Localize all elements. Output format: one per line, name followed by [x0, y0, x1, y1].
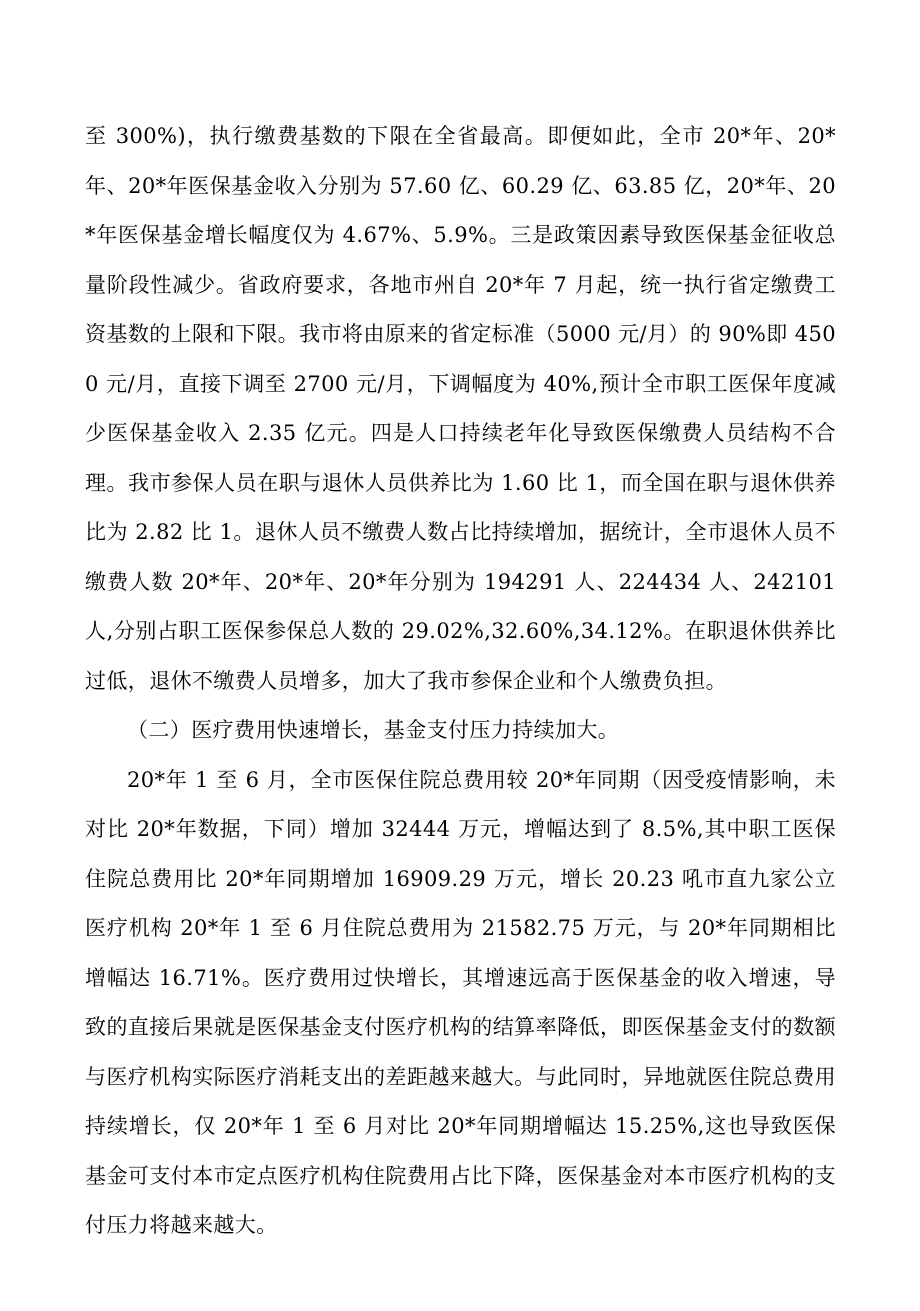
body-paragraph-continued: 至 300%)，执行缴费基数的下限在全省最高。即便如此，全市 20*年、20*年、20*年医保基金收入分别为 57.60 亿、60.29 亿、63.85 亿，20*年、20*年医保基金增长幅度仅为 4.67%、5.9%。三是政策因素导致医保基金征收总量阶段性减少。省政府要求，各地市州自 20*年 7 月起，统一执行省定缴费工资基数的上限和下限。我市将由原来的省定标准（5000 元/月）的 90%即 4500 元/月，直接下调至 2700 元/月，下调幅度为 40%,预计全市职工医保年度减少医保基金收入 2.35 亿元。四是人口持续老年化导致医保缴费人员结构不合理。我市参保人员在职与退休人员供养比为 1.60 比 1，而全国在职与退休供养比为 2.82 比 1。退休人员不缴费人数占比持续增加，据统计，全市退休人员不缴费人数 20*年、20*年、20*年分别为 194291 人、224434 人、242101 人,分别占职工医保参保总人数的 29.02%,32.60%,34.12%。在职退休供养比过低，退休不缴费人员增多，加大了我市参保企业和个人缴费负担。 — [85, 124, 836, 693]
body-paragraph: 20*年 1 至 6 月，全市医保住院总费用较 20*年同期（因受疫情影响，未对比 20*年数据，下同）增加 32444 万元，增幅达到了 8.5%,其中职工医保住院总费用比 20*年同期增加 16909.29 万元，增长 20.23 吼市直九家公立医疗机构 20*年 1 至 6 月住院总费用为 21582.75 万元，与 20*年同期相比增幅达 16.71%。医疗费用过快增长，其增速远高于医保基金的收入增速，导致的直接后果就是医保基金支付医疗机构的结算率降低，即医保基金支付的数额与医疗机构实际医疗消耗支出的差距越来越大。与此同时，异地就医住院总费用持续增长，仅 20*年 1 至 6 月对比 20*年同期增幅达 15.25%,这也导致医保基金可支付本市定点医疗机构住院费用占比下降，医保基金对本市医疗机构的支付压力将越来越大。 — [85, 767, 836, 1237]
section-heading: （二）医疗费用快速增长，基金支付压力持续加大。 — [127, 718, 620, 742]
